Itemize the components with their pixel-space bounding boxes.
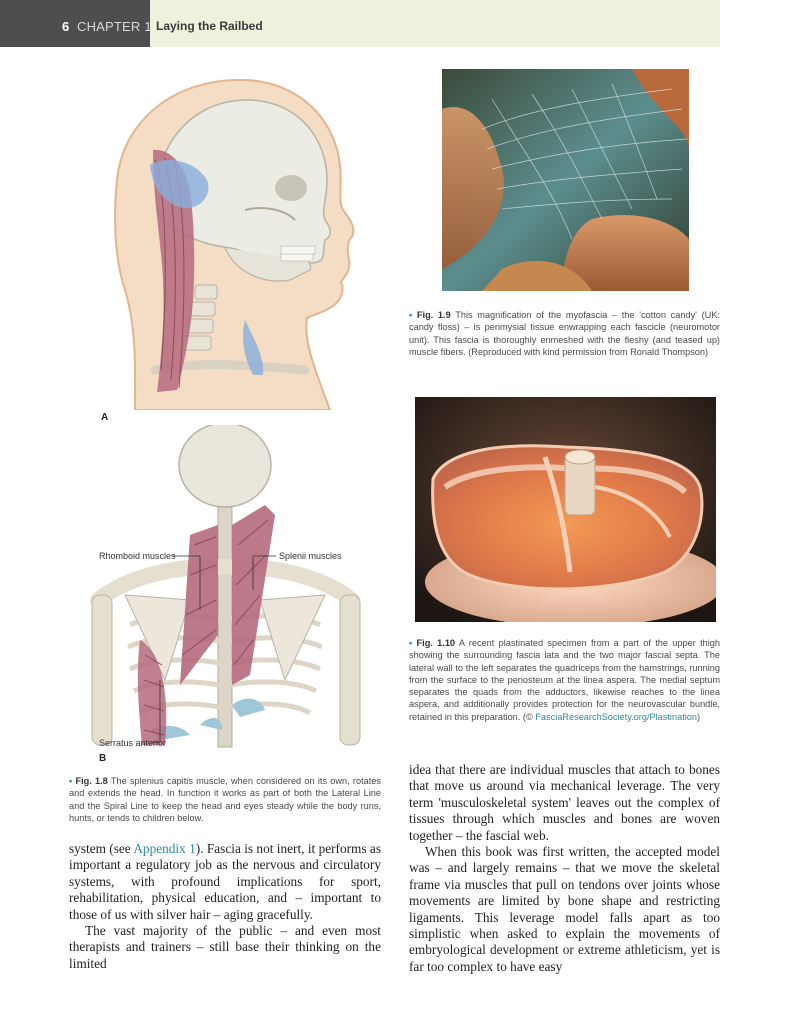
- caption-end: ): [697, 711, 701, 722]
- caption-fig-label: Fig. 1.8: [75, 776, 108, 786]
- fig-1-8-panel-a-label: A: [101, 412, 109, 423]
- fig-1-8-panel-b-label: B: [99, 753, 107, 764]
- paragraph: When this book was first written, the accepted model was – and largely remains – that we move the skeletal frame via muscles that pull on tendons over joints whose movements are limited by bone shape and restricting ligaments. This leverage model falls apart as too simplistic when asked to explain the movements of embryological development or extreme athleticism, yet is far too complex to have easy: [409, 844, 720, 974]
- fig-1-10-caption: [409, 637, 720, 723]
- label-serratus-anterior: Serratus anterior: [99, 738, 167, 748]
- paragraph: system (see Appendix 1). Fascia is not inert, it performs as important a regulatory job as the nervous and circulatory systems, with profound implications for sport, rehabilitation, physical education, and – important to those of us with silver hair – aging gracefully.: [69, 841, 381, 922]
- label-splenii-muscles: Splenii muscles: [279, 551, 342, 561]
- caption-bullet: •: [409, 638, 413, 648]
- fig-1-8-caption: [69, 775, 381, 824]
- fig-1-9-caption: [409, 309, 720, 358]
- appendix-1-link[interactable]: Appendix 1: [133, 841, 196, 856]
- page-number: 6: [62, 19, 70, 34]
- caption-text: This magnification of the myofascia – the 'cotton candy' (UK: candy floss) – is perimysial tissue enwrapping each fascicle (neuromotor unit). This fascia is thoroughly enmeshed with the fleshy (and teased up) muscle fibers. (Reproduced with kind permission from Ronald Thompson): [409, 310, 720, 357]
- caption-text: A recent plastinated specimen from a part of the upper thigh showing the surrounding fascia lata and the two major fascial septa. The lateral wall to the left separates the quadriceps from the hamstrings, running from the surface to the periosteum at the linea aspera. The medial septum separates the quads from the adductors, likewise reaches to the linea aspera, and additionally provides protection for the neurovascular bundle, retained in this preparation. (©: [409, 638, 720, 722]
- body-text-right-column: [409, 762, 720, 975]
- paragraph: idea that there are individual muscles that attach to bones that move us around via mechanical leverage. The very term 'musculoskeletal system' leaves out the complex of tissues through which muscles and bones are woven together – the fascial web.: [409, 762, 720, 843]
- label-rhomboid-muscles: Rhomboid muscles: [99, 551, 176, 561]
- chapter-title: Laying the Railbed: [156, 19, 263, 33]
- fig-1-9-photo: [442, 69, 689, 291]
- caption-bullet: •: [409, 310, 413, 320]
- caption-link-plastination[interactable]: FasciaResearchSociety.org/Plastination: [535, 711, 698, 722]
- caption-bullet: •: [69, 776, 73, 786]
- chapter-label: CHAPTER 1: [77, 19, 152, 34]
- paragraph: The vast majority of the public – and even most therapists and trainers – still base their thinking on the limited: [69, 923, 381, 971]
- fig-1-10-photo: [415, 397, 716, 622]
- caption-fig-label: Fig. 1.10: [416, 638, 456, 648]
- body-text-left-column: [69, 841, 381, 972]
- caption-fig-label: Fig. 1.9: [416, 310, 451, 320]
- caption-text: The splenius capitis muscle, when considered on its own, rotates and extends the head. In function it works as part of both the Lateral Line and the Spiral Line to keep the head and eyes steady while the body runs, hunts, or tends to children below.: [69, 776, 381, 823]
